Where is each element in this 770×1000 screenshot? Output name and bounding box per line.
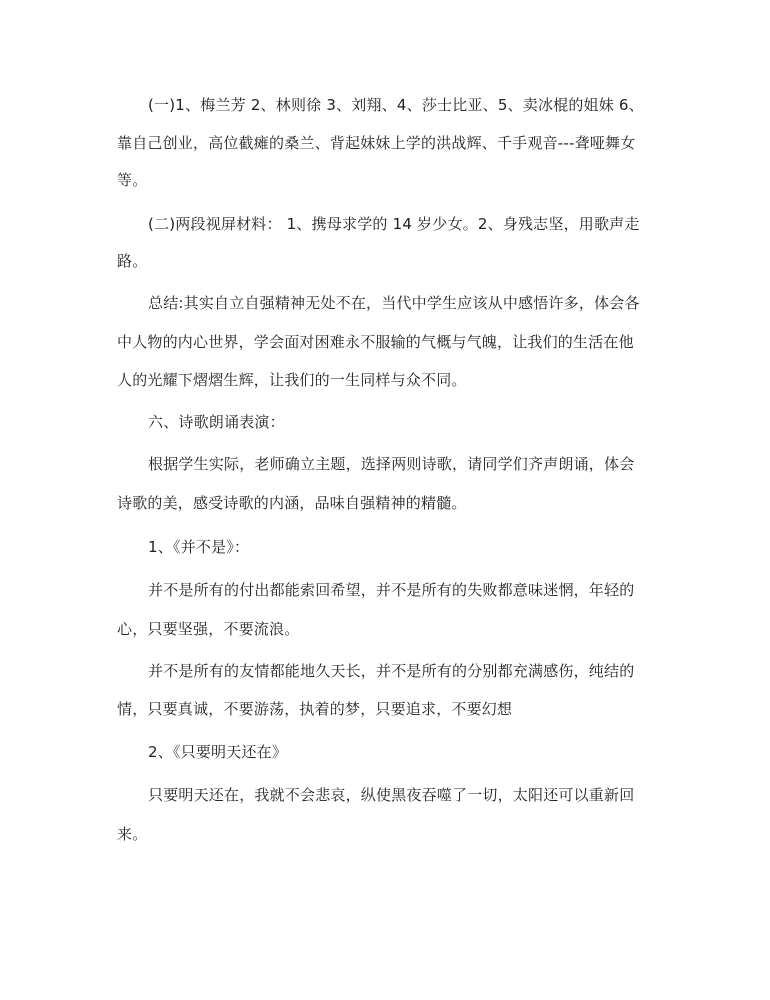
paragraph-line: (一)1、梅兰芳 2、林则徐 3、刘翔、4、莎士比亚、5、卖冰棍的姐妹 6、 bbox=[148, 96, 644, 114]
paragraph-line: 中人物的内心世界，学会面对困难永不服输的气概与气魄，让我们的生活在他 bbox=[117, 333, 634, 351]
poem-line: 来。 bbox=[117, 825, 148, 843]
paragraph-line: 靠自己创业，高位截瘫的桑兰、背起妹妹上学的洪战辉、千手观音---聋哑舞女 bbox=[117, 134, 636, 152]
paragraph-line: 总结:其实自立自强精神无处不在，当代中学生应该从中感悟许多，体会各 bbox=[148, 294, 640, 312]
paragraph-line: 等。 bbox=[117, 171, 148, 189]
paragraph-line: 根据学生实际，老师确立主题，选择两则诗歌，请同学们齐声朗诵，体会 bbox=[148, 455, 635, 473]
paragraph-line: 路。 bbox=[117, 252, 148, 270]
paragraph-line: (二)两段视屏材料： 1、携母求学的 14 岁少女。2、身残志坚，用歌声走 bbox=[148, 215, 640, 233]
paragraph-line: 诗歌的美，感受诗歌的内涵，品味自强精神的精髓。 bbox=[117, 494, 467, 512]
poem-title: 1、《并不是》： bbox=[148, 538, 250, 556]
poem-line: 并不是所有的付出都能索回希望，并不是所有的失败都意味迷惘，年轻的 bbox=[148, 581, 635, 599]
paragraph-line: 人的光耀下熠熠生辉，让我们的一生同样与众不同。 bbox=[117, 371, 467, 389]
poem-line: 心，只要坚强，不要流浪。 bbox=[117, 620, 300, 638]
poem-line: 只要明天还在，我就不会悲哀，纵使黑夜吞噬了一切，太阳还可以重新回 bbox=[148, 786, 635, 804]
poem-line: 情，只要真诚，不要游荡，执着的梦，只要追求，不要幻想 bbox=[117, 700, 513, 718]
poem-line: 并不是所有的友情都能地久天长，并不是所有的分别都充满感伤，纯结的 bbox=[148, 662, 635, 680]
section-heading: 六、诗歌朗诵表演： bbox=[148, 413, 285, 431]
poem-title: 2、《只要明天还在》 bbox=[148, 743, 288, 761]
